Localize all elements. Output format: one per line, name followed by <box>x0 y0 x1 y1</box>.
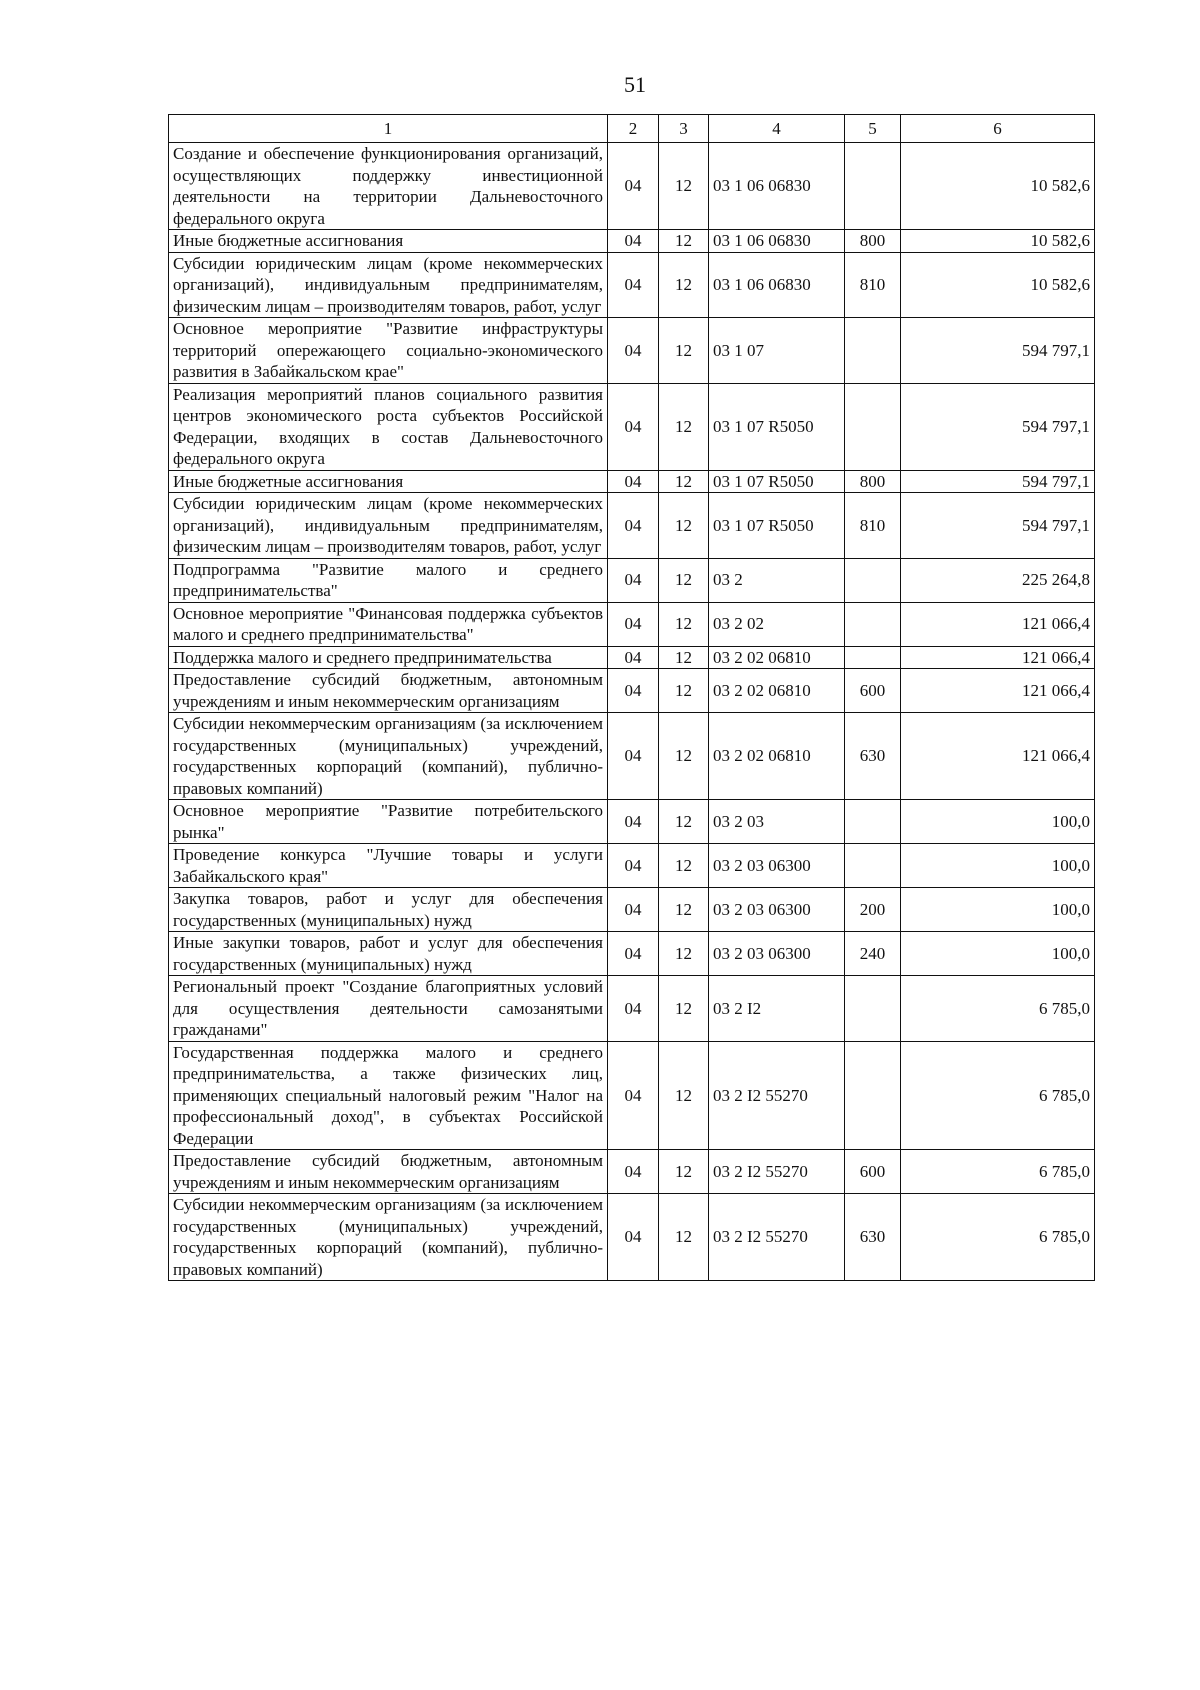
subsection-cell: 12 <box>659 932 709 976</box>
amount-cell: 10 582,6 <box>901 143 1095 230</box>
table-row <box>169 976 1095 1042</box>
expense-type-cell <box>845 976 901 1042</box>
target-code-cell: 03 1 06 06830 <box>709 252 845 318</box>
table-row <box>169 1041 1095 1150</box>
header-cell: 2 <box>608 115 659 143</box>
expense-type-cell: 200 <box>845 888 901 932</box>
expense-type-cell: 800 <box>845 230 901 253</box>
expense-type-cell: 810 <box>845 252 901 318</box>
section-cell: 04 <box>608 888 659 932</box>
target-code-cell: 03 2 I2 55270 <box>709 1041 845 1150</box>
table-row <box>169 383 1095 470</box>
section-cell: 04 <box>608 230 659 253</box>
target-code-cell: 03 2 03 <box>709 800 845 844</box>
row-name-cell: Подпрограмма "Развитие малого и среднего предпринимательства" <box>169 558 608 602</box>
header-cell: 5 <box>845 115 901 143</box>
expense-type-cell <box>845 318 901 384</box>
subsection-cell: 12 <box>659 230 709 253</box>
subsection-cell: 12 <box>659 1041 709 1150</box>
expense-type-cell <box>845 800 901 844</box>
page-number: 51 <box>624 72 646 97</box>
table-row <box>169 932 1095 976</box>
target-code-cell: 03 2 I2 55270 <box>709 1150 845 1194</box>
expense-type-cell <box>845 646 901 669</box>
amount-cell: 594 797,1 <box>901 318 1095 384</box>
amount-cell: 10 582,6 <box>901 230 1095 253</box>
expense-type-cell <box>845 143 901 230</box>
header-cell: 4 <box>709 115 845 143</box>
table-row <box>169 558 1095 602</box>
subsection-cell: 12 <box>659 558 709 602</box>
header-row <box>169 115 1095 143</box>
target-code-cell: 03 1 07 R5050 <box>709 470 845 493</box>
section-cell: 04 <box>608 558 659 602</box>
amount-cell: 10 582,6 <box>901 252 1095 318</box>
section-cell: 04 <box>608 1041 659 1150</box>
amount-cell: 6 785,0 <box>901 1041 1095 1150</box>
target-code-cell: 03 1 06 06830 <box>709 143 845 230</box>
target-code-cell: 03 2 02 06810 <box>709 669 845 713</box>
subsection-cell: 12 <box>659 493 709 559</box>
subsection-cell: 12 <box>659 646 709 669</box>
table-row <box>169 844 1095 888</box>
expense-type-cell: 630 <box>845 1194 901 1281</box>
expense-type-cell <box>845 1041 901 1150</box>
section-cell: 04 <box>608 493 659 559</box>
table-row <box>169 143 1095 230</box>
target-code-cell: 03 1 07 R5050 <box>709 383 845 470</box>
header-cell: 3 <box>659 115 709 143</box>
section-cell: 04 <box>608 932 659 976</box>
table-row <box>169 470 1095 493</box>
target-code-cell: 03 2 <box>709 558 845 602</box>
amount-cell: 121 066,4 <box>901 669 1095 713</box>
target-code-cell: 03 2 I2 55270 <box>709 1194 845 1281</box>
section-cell: 04 <box>608 800 659 844</box>
section-cell: 04 <box>608 383 659 470</box>
subsection-cell: 12 <box>659 888 709 932</box>
amount-cell: 121 066,4 <box>901 602 1095 646</box>
section-cell: 04 <box>608 470 659 493</box>
section-cell: 04 <box>608 318 659 384</box>
expense-type-cell: 630 <box>845 713 901 800</box>
expense-type-cell <box>845 383 901 470</box>
section-cell: 04 <box>608 602 659 646</box>
row-name-cell: Иные бюджетные ассигнования <box>169 470 608 493</box>
section-cell: 04 <box>608 976 659 1042</box>
amount-cell: 100,0 <box>901 844 1095 888</box>
table-row <box>169 318 1095 384</box>
expense-type-cell: 600 <box>845 1150 901 1194</box>
amount-cell: 6 785,0 <box>901 1194 1095 1281</box>
subsection-cell: 12 <box>659 669 709 713</box>
table-row <box>169 252 1095 318</box>
row-name-cell: Предоставление субсидий бюджетным, автономным учреждениям и иным некоммерческим организациям <box>169 669 608 713</box>
row-name-cell: Создание и обеспечение функционирования организаций, осуществляющих поддержку инвестиционной деятельности на территории Дальневосточного федерального округа <box>169 143 608 230</box>
table-row <box>169 230 1095 253</box>
section-cell: 04 <box>608 143 659 230</box>
amount-cell: 594 797,1 <box>901 493 1095 559</box>
table-row <box>169 646 1095 669</box>
subsection-cell: 12 <box>659 713 709 800</box>
row-name-cell: Основное мероприятие "Развитие инфраструктуры территорий опережающего социально-экономического развития в Забайкальском крае" <box>169 318 608 384</box>
table-body <box>169 115 1095 1281</box>
amount-cell: 594 797,1 <box>901 383 1095 470</box>
subsection-cell: 12 <box>659 143 709 230</box>
row-name-cell: Основное мероприятие "Финансовая поддержка субъектов малого и среднего предпринимательства" <box>169 602 608 646</box>
row-name-cell: Государственная поддержка малого и среднего предпринимательства, а также физических лиц, применяющих специальный налоговый режим "Налог на профессиональный доход", в субъектах Российской Федерации <box>169 1041 608 1150</box>
expense-type-cell: 800 <box>845 470 901 493</box>
amount-cell: 6 785,0 <box>901 976 1095 1042</box>
subsection-cell: 12 <box>659 1150 709 1194</box>
amount-cell: 121 066,4 <box>901 713 1095 800</box>
target-code-cell: 03 2 02 06810 <box>709 713 845 800</box>
amount-cell: 100,0 <box>901 932 1095 976</box>
section-cell: 04 <box>608 1194 659 1281</box>
subsection-cell: 12 <box>659 318 709 384</box>
row-name-cell: Закупка товаров, работ и услуг для обеспечения государственных (муниципальных) нужд <box>169 888 608 932</box>
section-cell: 04 <box>608 252 659 318</box>
row-name-cell: Субсидии некоммерческим организациям (за исключением государственных (муниципальных) учреждений, государственных корпораций (компаний), публично-правовых компаний) <box>169 713 608 800</box>
table-row <box>169 493 1095 559</box>
expense-type-cell <box>845 844 901 888</box>
expense-type-cell: 600 <box>845 669 901 713</box>
section-cell: 04 <box>608 646 659 669</box>
subsection-cell: 12 <box>659 470 709 493</box>
section-cell: 04 <box>608 844 659 888</box>
table-row <box>169 800 1095 844</box>
header-cell: 1 <box>169 115 608 143</box>
expense-type-cell <box>845 558 901 602</box>
subsection-cell: 12 <box>659 383 709 470</box>
target-code-cell: 03 1 07 R5050 <box>709 493 845 559</box>
subsection-cell: 12 <box>659 800 709 844</box>
section-cell: 04 <box>608 713 659 800</box>
row-name-cell: Субсидии некоммерческим организациям (за исключением государственных (муниципальных) учреждений, государственных корпораций (компаний), публично-правовых компаний) <box>169 1194 608 1281</box>
expense-type-cell: 810 <box>845 493 901 559</box>
expense-type-cell <box>845 602 901 646</box>
target-code-cell: 03 2 03 06300 <box>709 932 845 976</box>
amount-cell: 100,0 <box>901 800 1095 844</box>
target-code-cell: 03 2 03 06300 <box>709 844 845 888</box>
target-code-cell: 03 1 06 06830 <box>709 230 845 253</box>
section-cell: 04 <box>608 1150 659 1194</box>
amount-cell: 594 797,1 <box>901 470 1095 493</box>
table-row <box>169 888 1095 932</box>
header-cell: 6 <box>901 115 1095 143</box>
row-name-cell: Субсидии юридическим лицам (кроме некоммерческих организаций), индивидуальным предпринимателям, физическим лицам – производителям товаров, работ, услуг <box>169 252 608 318</box>
expense-type-cell: 240 <box>845 932 901 976</box>
row-name-cell: Иные закупки товаров, работ и услуг для обеспечения государственных (муниципальных) нужд <box>169 932 608 976</box>
target-code-cell: 03 2 02 <box>709 602 845 646</box>
target-code-cell: 03 2 I2 <box>709 976 845 1042</box>
amount-cell: 225 264,8 <box>901 558 1095 602</box>
row-name-cell: Предоставление субсидий бюджетным, автономным учреждениям и иным некоммерческим организациям <box>169 1150 608 1194</box>
table-row <box>169 1194 1095 1281</box>
budget-table <box>168 114 1095 1281</box>
table-row <box>169 713 1095 800</box>
table-row <box>169 669 1095 713</box>
row-name-cell: Проведение конкурса "Лучшие товары и услуги Забайкальского края" <box>169 844 608 888</box>
row-name-cell: Реализация мероприятий планов социального развития центров экономического роста субъектов Российской Федерации, входящих в состав Дальневосточного федерального округа <box>169 383 608 470</box>
subsection-cell: 12 <box>659 844 709 888</box>
target-code-cell: 03 1 07 <box>709 318 845 384</box>
table-row <box>169 602 1095 646</box>
row-name-cell: Субсидии юридическим лицам (кроме некоммерческих организаций), индивидуальным предпринимателям, физическим лицам – производителям товаров, работ, услуг <box>169 493 608 559</box>
target-code-cell: 03 2 02 06810 <box>709 646 845 669</box>
amount-cell: 6 785,0 <box>901 1150 1095 1194</box>
row-name-cell: Поддержка малого и среднего предпринимательства <box>169 646 608 669</box>
section-cell: 04 <box>608 669 659 713</box>
table-row <box>169 1150 1095 1194</box>
row-name-cell: Иные бюджетные ассигнования <box>169 230 608 253</box>
subsection-cell: 12 <box>659 252 709 318</box>
row-name-cell: Региональный проект "Создание благоприятных условий для осуществления деятельности самозанятыми гражданами" <box>169 976 608 1042</box>
subsection-cell: 12 <box>659 602 709 646</box>
amount-cell: 121 066,4 <box>901 646 1095 669</box>
subsection-cell: 12 <box>659 1194 709 1281</box>
subsection-cell: 12 <box>659 976 709 1042</box>
target-code-cell: 03 2 03 06300 <box>709 888 845 932</box>
amount-cell: 100,0 <box>901 888 1095 932</box>
row-name-cell: Основное мероприятие "Развитие потребительского рынка" <box>169 800 608 844</box>
